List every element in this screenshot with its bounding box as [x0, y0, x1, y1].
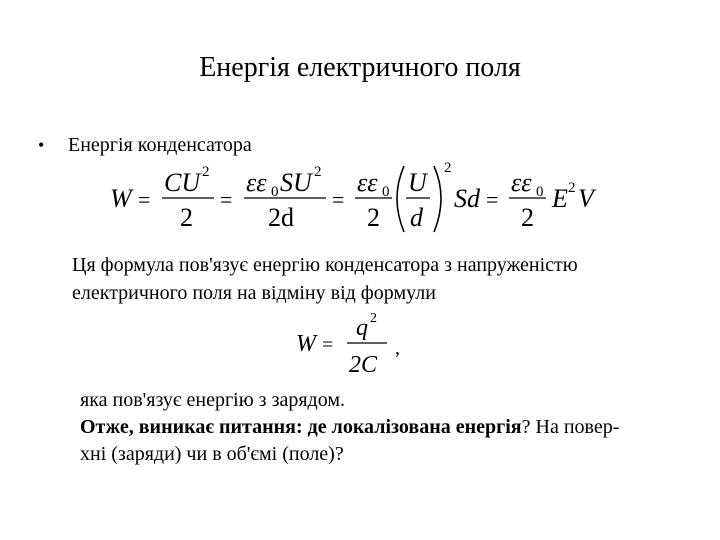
paragraph2-line2-part3: ? На повер-	[521, 416, 620, 438]
formula2-q-exp: 2	[370, 311, 377, 326]
paren-left	[397, 166, 404, 232]
formula2-eq: =	[322, 334, 334, 356]
formula-eps-sub-1: 0	[271, 184, 279, 200]
formula-sd: Sd	[454, 184, 480, 213]
paragraph-field-relation	[72, 251, 692, 307]
formula-eq-3: =	[332, 187, 345, 212]
capacitor-energy-formula	[108, 160, 608, 240]
paragraph-question	[80, 387, 700, 468]
slide-title: Енергія електричного поля	[199, 52, 521, 83]
formula-eps-2: εε	[357, 168, 378, 197]
formula-den-2-a: 2	[180, 203, 193, 232]
paragraph2-line1: яка пов'язує енергію з зарядом.	[80, 389, 345, 411]
formula-eps-sub-2: 0	[382, 184, 390, 200]
formula-paren-exp: 2	[444, 160, 452, 176]
formula-su: SU	[280, 168, 312, 197]
formula2-comma: ,	[395, 337, 400, 359]
formula-eps-1: εε	[246, 168, 267, 197]
formula-d: d	[410, 203, 423, 232]
formula-cu: CU	[164, 168, 201, 197]
formula-w: W	[110, 184, 132, 213]
charge-energy-formula	[292, 308, 422, 380]
paragraph2-line2	[80, 414, 700, 441]
formula-su-exp: 2	[314, 164, 322, 180]
bullet-item	[38, 134, 252, 157]
formula-den-2-c: 2	[521, 203, 534, 232]
bullet-marker: •	[38, 135, 45, 155]
formula-den-2d: 2d	[268, 203, 294, 232]
paragraph1-line1: Ця формула пов'язує енергію конденсатора з напруженістю	[72, 254, 578, 276]
formula-den-2-b: 2	[367, 203, 380, 232]
formula-v: V	[578, 184, 594, 213]
formula2-den: 2C	[349, 352, 378, 378]
formula-e-exp: 2	[568, 180, 576, 196]
paragraph2-line2-part1: Отже, виникає питання:	[80, 416, 308, 438]
formula2-q: q	[356, 315, 368, 341]
paragraph1-line2: електричного поля на відміну від формули	[72, 282, 436, 304]
formula-eps-sub-3: 0	[536, 184, 544, 200]
paren-right	[434, 166, 441, 232]
formula-eq-2: =	[220, 187, 233, 212]
formula-e: E	[552, 184, 568, 213]
formula-eq-4: =	[486, 187, 499, 212]
formula-cu-exp: 2	[202, 164, 210, 180]
bullet-text: Енергія конденсатора	[68, 134, 252, 156]
formula2-w: W	[296, 331, 316, 357]
formula-eq-1: =	[138, 187, 151, 212]
paragraph2-line2-highlight: де локалізована енергія	[307, 416, 522, 438]
paragraph2-line3: хні (заряди) чи в об'ємі (поле)?	[80, 443, 344, 465]
formula-eps-3: εε	[511, 168, 532, 197]
formula-u: U	[408, 168, 427, 197]
